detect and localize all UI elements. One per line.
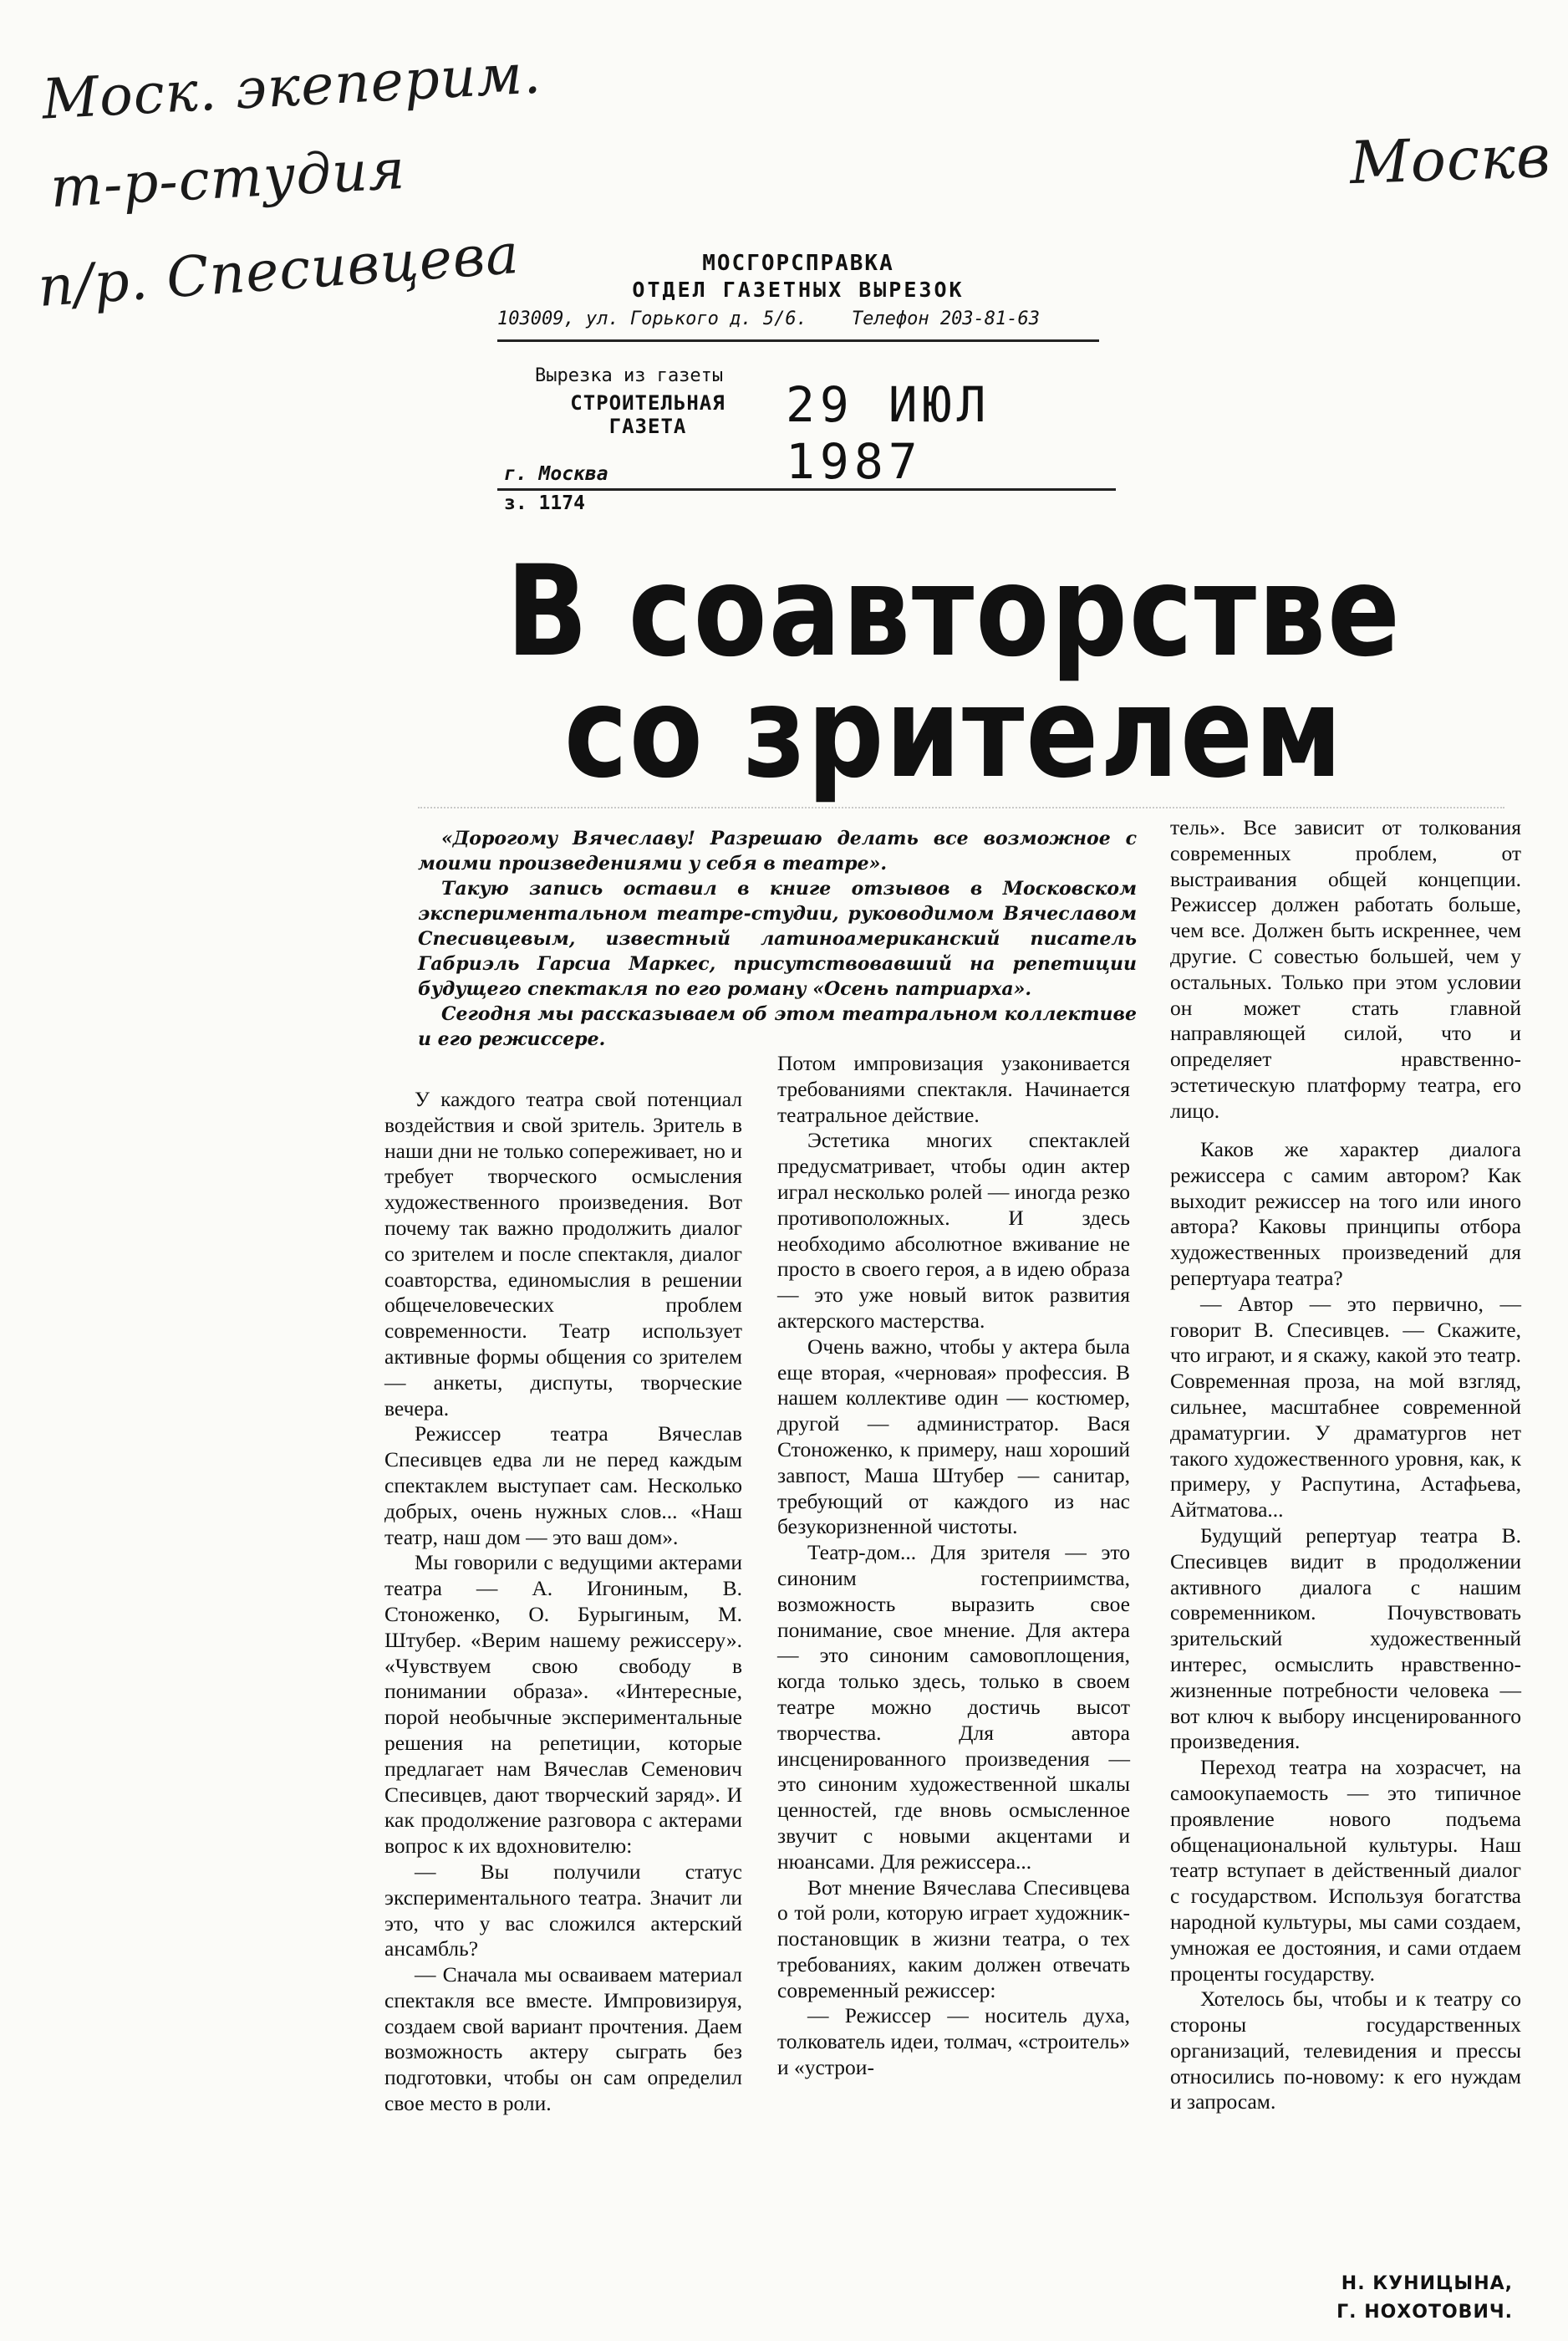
article-paragraph: Очень важно, чтобы у актера была еще вторая, «черновая» профессия. В нашем коллективе один — костюмер, другой — администратор. Вася Стоноженко, к примеру, наш хороший завпост, Маша Штубер — санитар, требующий от каждого из нас безукоризненной чистоты. bbox=[777, 1334, 1130, 1539]
article-paragraph: Режиссер театра Вячеслав Спесивцев едва ли не перед каждым спектаклем выступает сам. Несколько добрых, очень нужных слов... «Наш театр, наш дом — это ваш дом». bbox=[384, 1421, 742, 1549]
article-headline bbox=[497, 539, 1411, 806]
article-paragraph: Мы говорили с ведущими актерами театра — А. Игониным, В. Стоноженко, О. Бурыгиным, М. Штубер. «Верим нашему режиссеру». «Чувствуем свою свободу в понимании образа». «Интересные, порой необычные экспериментальные решения на репетиции, которые предлагает нам Вячеслав Семенович Спесивцев, дают творческий заряд». И как продолжение разговора с актерами вопрос к их вдохновителю: bbox=[384, 1550, 742, 1859]
article-paragraph: — Сначала мы осваиваем материал спектакля все вместе. Импровизируя, создаем свой вариант прочтения. Даем возможность актеру сыграть без подготовки, чтобы он сам определил свое место в роли. bbox=[384, 1962, 742, 2116]
stamp-paper-line1: СТРОИТЕЛЬНАЯ bbox=[570, 391, 725, 415]
handwritten-note-line1: Моск. экеперим. bbox=[40, 41, 543, 132]
stamp-paper-line2: ГАЗЕТА bbox=[608, 415, 687, 438]
article-paragraph: — Вы получили статус экспериментального театра. Значит ли это, что у вас сложился актерский ансамбль? bbox=[384, 1859, 742, 1961]
article-paragraph: тель». Все зависит от толкования современных проблем, от выстраивания общей концепции. Режиссер должен работать больше, чем все. Должен быть искреннее, чем другие. С совестью большей, чем у остальных. Только при этом условии он может стать главной направляющей силой, что и определяет нравственно-эстетическую платформу театра, его лицо. bbox=[1170, 815, 1521, 1123]
article-paragraph: Будущий репертуар театра В. Спесивцев видит в продолжении активного диалога с нашим современником. Почувствовать зрительский художественный интерес, осмыслить нравственно-жизненные потребности человека — вот ключ к выбору инсценированного произведения. bbox=[1170, 1522, 1521, 1754]
article-paragraph: Театр-дом... Для зрителя — это синоним гостеприимства, возможность выразить свое понимание, свое мнение. Для актера — это синоним самовоплощения, когда только здесь, только в своем театре можно достичь высот творчества. Для автора инсценированного произведения — это синоним художественной шкалы ценностей, где вновь осмысленное звучит с новыми акцентами и нюансами. Для режиссера... bbox=[777, 1540, 1130, 1874]
article-paragraph: У каждого театра свой потенциал воздействия и свой зритель. Зритель в наши дни не только сопереживает, но и требует творческого осмысления художественного произведения. Вот почему так важно продолжить диалог со зрителем и после спектакля, диалог соавторства, единомыслия в решении общечеловеческих проблем современности. Театр использует активные формы общения со зрителем — анкеты, диспуты, творческие вечера. bbox=[384, 1087, 742, 1420]
article-column-3 bbox=[1170, 1137, 1521, 2115]
lead-paragraph: Сегодня мы рассказываем об этом театральном коллективе и его режиссере. bbox=[418, 1003, 1137, 1050]
article-paragraph: Хотелось бы, чтобы и к театру со стороны государственных организаций, телевидения и прессы относились по-новому: к его нуждам и запросам. bbox=[1170, 1987, 1521, 2114]
stamp-department: ОТДЕЛ ГАЗЕТНЫХ ВЫРЕЗОК bbox=[632, 278, 965, 302]
author-1: Н. КУНИЦЫНА, bbox=[1341, 2273, 1513, 2294]
article-column-2 bbox=[777, 1051, 1130, 2081]
stamp-number: з. 1174 bbox=[504, 492, 585, 514]
article-paragraph: Вот мнение Вячеслава Спесивцева о той роли, которую играет художник-постановщик в жизни театра, о тех требованиях, каким должен отвечать современный режиссер: bbox=[777, 1874, 1130, 2002]
handwritten-city: Москв bbox=[1348, 121, 1552, 198]
article-paragraph: — Автор — это первично, — говорит В. Спесивцев. — Скажите, что играют, и я скажу, какой это театр. Современная проза, на мой взгляд, сильнее, масштабнее современной драматургии. У драматургов нет такого художественного уровня, как, к примеру, у Распутина, Астафьева, Айтматова... bbox=[1170, 1291, 1521, 1522]
stamp-phone: Телефон 203-81-63 bbox=[851, 309, 1041, 329]
stamp-paper-name bbox=[539, 391, 756, 438]
article-lead bbox=[418, 826, 1137, 1052]
lead-paragraph: «Дорогому Вячеславу! Разрешаю делать все возможное с моими произведениями у себя в театре». bbox=[418, 828, 1137, 875]
stamp-city: г. Москва bbox=[504, 463, 608, 485]
stamp-cut-label: Вырезка из газеты bbox=[535, 365, 724, 386]
handwritten-note-line3: п/р. Спесивцева bbox=[36, 221, 522, 320]
print-bleed-line bbox=[418, 807, 1504, 813]
stamp-agency: МОСГОРСПРАВКА bbox=[702, 251, 894, 276]
headline-line2: со зрителем bbox=[563, 660, 1344, 806]
article-column-1 bbox=[384, 1087, 742, 2117]
article-paragraph: Эстетика многих спектаклей предусматривает, чтобы один актер играл несколько ролей — иногда резко противоположных. И здесь необходимо абсолютное вживание не просто в своего героя, а в идею образа — это уже новый виток развития актерского мастерства. bbox=[777, 1128, 1130, 1333]
article-authors bbox=[1304, 2270, 1513, 2327]
article-paragraph: Потом импровизация узаконивается требованиями спектакля. Начинается театральное действие. bbox=[777, 1051, 1130, 1127]
author-2: Г. НОХОТОВИЧ. bbox=[1336, 2302, 1513, 2323]
article-paragraph: — Режиссер — носитель духа, толкователь идеи, толмач, «строитель» и «устрои- bbox=[777, 2003, 1130, 2080]
stamp-divider bbox=[497, 339, 1099, 342]
headline-line1: В соавторстве bbox=[506, 539, 1402, 685]
handwritten-note-line2: т-р-студия bbox=[48, 136, 408, 221]
stamp-date: 29 ИЮЛ 1987 bbox=[786, 376, 991, 490]
article-paragraph: Каков же характер диалога режиссера с самим автором? Как выходит режиссер на того или иного автора? Каковы принципы отбора художественных произведений для репертуара театра? bbox=[1170, 1137, 1521, 1290]
clipping-stamp bbox=[497, 251, 1099, 514]
stamp-address-line bbox=[497, 309, 1099, 329]
article-paragraph: Переход театра на хозрасчет, на самоокупаемость — это типичное проявление нового подъема общенациональной культуры. Наш театр вступает в действенный диалог с государством. Используя богатства народной культуры, мы сами создаем, умножая ее достояния, и сами отдаем проценты государству. bbox=[1170, 1755, 1521, 1986]
stamp-address: 103009, ул. Горького д. 5/6. bbox=[497, 309, 807, 329]
article-column-top-right bbox=[1170, 815, 1521, 1125]
lead-paragraph: Такую запись оставил в книге отзывов в Московском экспериментальном театре-студии, руководимом Вячеславом Спесивцевым, известный латиноамериканский писатель Габриэль Гарсиа Маркес, присутствовавший на репетиции будущего спектакля по его роману «Осень патриарха». bbox=[418, 878, 1137, 1000]
